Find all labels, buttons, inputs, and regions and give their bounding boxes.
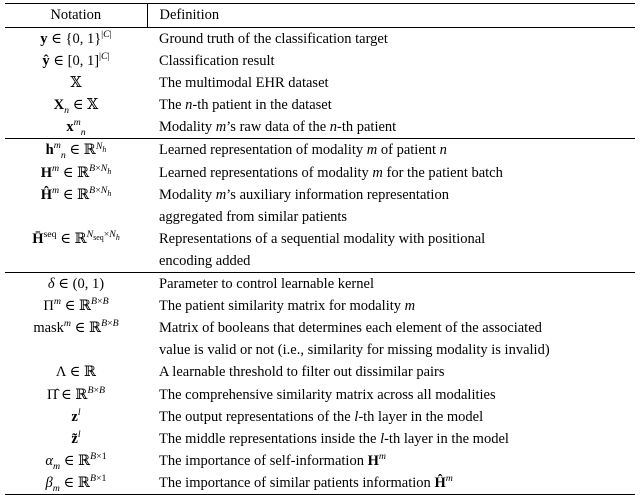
math-segment: The patient similarity matrix for modality: [159, 298, 405, 315]
math-segment: [87, 229, 120, 240]
notation-cell: [5, 184, 147, 228]
math-segment: ×: [107, 318, 113, 330]
math-segment: -th layer in the model: [384, 430, 509, 447]
math-segment: The: [159, 97, 186, 114]
definition-cell: [147, 295, 635, 317]
definition-line: [159, 339, 629, 361]
notation-cell: [5, 72, 147, 94]
math-segment: [101, 318, 119, 329]
definition-cell: [147, 162, 635, 184]
math-segment: Ĥ: [434, 474, 446, 491]
definition-line: [159, 273, 629, 295]
math-segment: [91, 296, 109, 307]
math-segment: [446, 473, 453, 484]
math-segment: Representations of a sequential modality with positional: [159, 230, 486, 247]
table-body: [5, 28, 635, 495]
math-segment: ŷ: [42, 53, 50, 70]
math-segment: Learned representations of modality: [159, 164, 373, 181]
math-segment: The multimodal EHR dataset: [159, 75, 329, 92]
definition-line: [159, 94, 629, 116]
math-segment: Classification result: [159, 53, 275, 70]
math-segment: Ĥ: [40, 186, 53, 203]
math-segment: Parameter to control learnable kernel: [159, 276, 374, 293]
definition-cell: [147, 317, 635, 361]
table-row: [5, 228, 635, 273]
math-segment: ∈ ℝ: [59, 186, 90, 203]
math-segment: [107, 189, 111, 198]
definition-line: [159, 361, 629, 383]
definition-line: [159, 406, 629, 428]
math-segment: ∈ ℝ: [71, 320, 102, 337]
math-segment: N: [100, 162, 108, 174]
math-segment: l: [77, 406, 81, 418]
math-segment: Modality: [159, 186, 216, 203]
math-segment: ∈ ℝ: [60, 452, 91, 469]
math-segment: m: [52, 162, 60, 174]
definition-line: [159, 116, 629, 138]
math-segment: [93, 233, 104, 242]
math-segment: A learnable threshold to filter out dissimilar pairs: [159, 364, 445, 381]
table-row: [5, 317, 635, 361]
math-segment: encoding added: [159, 252, 251, 269]
math-segment: The output representations of the: [159, 408, 355, 425]
math-segment: ×: [103, 229, 110, 241]
definition-cell: [147, 472, 635, 495]
notation-cell: [5, 361, 147, 383]
math-segment: y: [40, 31, 48, 47]
math-segment: δ: [47, 276, 55, 293]
math-segment: [89, 185, 111, 196]
math-segment: m: [445, 473, 453, 485]
definition-line: [159, 72, 629, 94]
math-segment: ∈ ℝ: [59, 474, 90, 491]
table-row: [5, 184, 635, 228]
math-segment: of patient: [377, 142, 440, 159]
math-segment: [43, 229, 56, 240]
definition-cell: [147, 184, 635, 228]
math-segment: l: [380, 430, 385, 447]
definition-cell: [147, 273, 635, 296]
definition-line: [159, 184, 629, 206]
math-segment: N: [95, 140, 103, 152]
math-segment: [90, 473, 107, 484]
table-row: [5, 162, 635, 184]
math-segment: The middle representations inside the: [159, 430, 381, 447]
notation-cell: [5, 450, 147, 472]
math-segment: [96, 141, 107, 152]
math-segment: X: [53, 97, 65, 114]
math-segment: ×1: [96, 450, 107, 462]
math-segment: x: [66, 119, 74, 136]
math-segment: The importance of self-information: [159, 452, 368, 469]
math-segment: h: [102, 144, 107, 154]
definition-line: [159, 295, 629, 317]
math-segment: m: [52, 460, 61, 472]
math-segment: m: [63, 318, 72, 330]
math-segment: [87, 385, 105, 396]
math-segment: z: [71, 408, 78, 425]
definition-line: [159, 384, 629, 406]
math-segment: n: [64, 105, 70, 117]
math-segment: n: [60, 150, 66, 162]
table-row: [5, 361, 635, 383]
math-segment: H: [40, 164, 53, 181]
table-row: [5, 384, 635, 406]
math-segment: H̄: [32, 230, 44, 247]
table-row: [5, 28, 635, 51]
math-segment: [89, 163, 111, 174]
math-segment: B: [89, 184, 96, 196]
table-header: [5, 4, 635, 28]
notation-cell: [5, 406, 147, 428]
notation-cell: [5, 428, 147, 450]
math-segment: [101, 29, 112, 40]
header-definition: Definition: [147, 4, 635, 28]
math-segment: h: [115, 232, 120, 242]
notation-cell: [5, 28, 147, 51]
notation-cell: [5, 162, 147, 184]
math-segment: aggregated from similar patients: [159, 208, 348, 225]
notation-cell: [5, 472, 147, 495]
math-segment: α: [45, 452, 53, 469]
math-segment: m: [215, 119, 227, 136]
math-segment: B: [101, 318, 108, 330]
math-segment: m: [404, 298, 416, 315]
math-segment: Modality: [159, 119, 216, 136]
notation-cell: [5, 273, 147, 296]
notation-cell: [5, 384, 147, 406]
math-segment: ∈ {0, 1}: [47, 31, 102, 47]
math-segment: ∈ ℝ: [56, 230, 87, 247]
table-row: [5, 450, 635, 472]
math-segment: N: [100, 184, 108, 196]
table-row: [5, 116, 635, 139]
math-segment: [116, 233, 120, 242]
math-segment: B: [99, 384, 106, 396]
math-segment: ∈ 𝕏: [69, 97, 99, 114]
math-segment: The comprehensive similarity matrix across all modalities: [159, 386, 496, 403]
math-segment: [99, 51, 110, 62]
math-segment: |: [101, 29, 104, 41]
definition-line: [159, 472, 629, 494]
math-segment: m: [366, 142, 378, 159]
math-segment: |: [109, 29, 112, 41]
math-segment: [78, 407, 81, 418]
definition-cell: [147, 384, 635, 406]
math-segment: [74, 118, 81, 129]
definition-line: [159, 139, 629, 161]
table-row: [5, 295, 635, 317]
math-segment: ×: [95, 162, 101, 174]
math-segment: N: [109, 229, 116, 241]
math-segment: B: [89, 473, 96, 485]
math-segment: B: [102, 296, 109, 308]
math-segment: seq: [43, 229, 57, 241]
math-segment: B: [90, 450, 97, 462]
math-segment: β: [45, 474, 53, 491]
math-segment: m: [372, 164, 383, 181]
math-segment: [64, 318, 71, 329]
definition-line: [159, 206, 629, 228]
notation-cell: [5, 139, 147, 162]
math-segment: m: [215, 186, 227, 203]
math-segment: ∈ [0, 1]: [49, 53, 100, 70]
definition-line: [159, 450, 629, 472]
definition-cell: [147, 228, 635, 273]
math-segment: [54, 296, 61, 307]
math-segment: [54, 141, 61, 152]
notation-cell: [5, 116, 147, 139]
math-segment: Λ ∈ ℝ: [55, 364, 97, 381]
math-segment: ’s auxiliary information representation: [226, 186, 449, 203]
table-row: [5, 406, 635, 428]
table-row: [5, 139, 635, 162]
notation-cell: [5, 94, 147, 116]
math-segment: m: [52, 482, 60, 494]
math-segment: 𝕏: [70, 75, 82, 92]
math-segment: B: [89, 162, 96, 174]
math-segment: H: [367, 452, 379, 469]
table-row: [5, 273, 635, 296]
math-segment: l: [354, 408, 359, 425]
math-segment: ∈ ℝ: [59, 164, 90, 181]
definition-line: [159, 250, 629, 272]
math-segment: m: [73, 117, 81, 129]
definition-cell: [147, 450, 635, 472]
math-segment: [90, 451, 107, 462]
math-segment: -th patient: [337, 119, 397, 136]
math-segment: ×: [97, 296, 103, 308]
math-segment: |: [99, 51, 102, 63]
math-segment: Π̂ ∈ ℝ: [46, 386, 88, 403]
math-segment: ×: [95, 184, 101, 196]
header-row: [5, 4, 635, 28]
definition-cell: [147, 428, 635, 450]
math-segment: n: [439, 142, 447, 159]
table-row: [5, 428, 635, 450]
math-segment: for the patient batch: [382, 164, 503, 181]
math-segment: |: [107, 51, 110, 63]
table-row: [5, 72, 635, 94]
definition-cell: [147, 139, 635, 162]
math-segment: h: [107, 188, 112, 198]
definition-cell: [147, 361, 635, 383]
definition-cell: [147, 72, 635, 94]
math-segment: C: [101, 51, 108, 63]
math-segment: ’s raw data of the: [226, 119, 330, 136]
math-segment: The importance of similar patients information: [159, 474, 435, 491]
definition-line: [159, 317, 629, 339]
math-segment: B: [112, 318, 119, 330]
math-segment: z̃: [71, 430, 78, 447]
math-segment: B: [91, 296, 98, 308]
math-segment: Ground truth of the classification target: [159, 31, 388, 47]
definition-cell: [147, 28, 635, 51]
math-segment: seq: [93, 232, 104, 242]
notation-cell: [5, 317, 147, 361]
math-segment: [78, 429, 81, 440]
notation-cell: [5, 50, 147, 72]
math-segment: mask: [33, 320, 64, 337]
table-row: [5, 472, 635, 495]
math-segment: m: [52, 184, 60, 196]
notation-cell: [5, 295, 147, 317]
math-segment: ∈ (0, 1): [54, 276, 105, 293]
math-segment: Learned representation of modality: [159, 142, 367, 159]
table-row: [5, 94, 635, 116]
math-segment: ∈ ℝ: [65, 142, 96, 159]
definition-cell: [147, 406, 635, 428]
math-segment: ×1: [95, 473, 107, 485]
definition-cell: [147, 50, 635, 72]
math-segment: h: [107, 166, 112, 176]
header-notation: Notation: [5, 4, 147, 28]
math-segment: [379, 451, 386, 462]
definition-cell: [147, 94, 635, 116]
math-segment: Matrix of booleans that determines each element of the associated: [159, 320, 542, 337]
math-segment: -th layer in the model: [358, 408, 484, 425]
definition-line: [159, 28, 629, 50]
definition-line: [159, 50, 629, 72]
math-segment: [107, 167, 111, 176]
definition-cell: [147, 116, 635, 139]
notation-definition-table: [5, 3, 635, 495]
math-segment: n: [329, 119, 338, 136]
definition-line: [159, 228, 629, 250]
math-segment: m: [53, 140, 61, 152]
math-segment: value is valid or not (i.e., similarity for missing modality is invalid): [159, 342, 550, 359]
table-row: [5, 50, 635, 72]
math-segment: [102, 145, 106, 154]
math-segment: [53, 483, 60, 494]
definition-line: [159, 162, 629, 184]
math-segment: m: [378, 450, 386, 462]
math-segment: m: [53, 296, 61, 308]
math-segment: B: [87, 384, 94, 396]
math-segment: N: [86, 229, 94, 241]
math-segment: ∈ ℝ: [60, 298, 92, 315]
math-segment: n: [80, 127, 86, 139]
math-segment: [81, 127, 86, 138]
math-segment: C: [103, 29, 110, 41]
math-segment: l: [77, 428, 81, 440]
definition-line: [159, 428, 629, 450]
notation-cell: [5, 228, 147, 273]
math-segment: Π: [43, 298, 54, 315]
math-segment: -th patient in the dataset: [192, 97, 332, 114]
math-segment: n: [185, 97, 193, 114]
math-segment: ×: [93, 384, 100, 396]
math-segment: h: [45, 142, 54, 159]
